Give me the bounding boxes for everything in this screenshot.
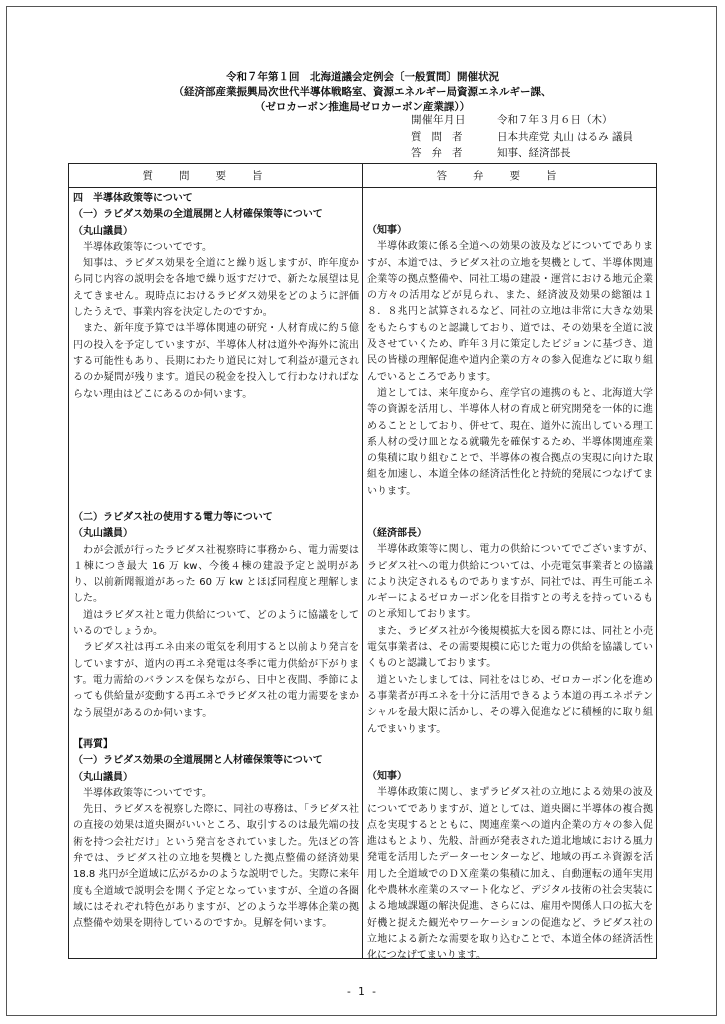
a2-paragraph: 半導体政策等に関し、電力の供給についてでございますが、ラピダス社への電力供給については、小売電気事業者との協議により決定されるものでありますが、同社では、再生可能エネルギーによるゼロカーボン化を目指すとの考えを持っているものと承知しております。 xyxy=(367,544,653,621)
r1-heading: （一）ラピダス効果の全道展開と人材確保策等について xyxy=(73,755,323,767)
meta-questioner-label: 質問者 xyxy=(411,131,473,143)
q2-heading: （二）ラピダス社の使用する電力等について xyxy=(73,512,273,523)
section-heading: 四 半導体政策等について xyxy=(73,193,193,204)
q1-paragraph: 知事は、ラピダス効果を全道にと繰り返しますが、昨年度から同じ内容の説明会を各地で繰り返すだけで、新たな展望は見えてきません。現時点におけるラピダス効果をどのように評価したうえで、事業内容を決定したのですか。 xyxy=(73,258,359,319)
document-title: 令和７年第１回 北海道議会定例会〔一般質問〕開催状況 xyxy=(226,71,499,83)
meta-respondent-value: 知事、経済部長 xyxy=(497,147,571,159)
meta-questioner-row xyxy=(411,130,633,145)
document-subtitle-2: （ゼロカーボン推進局ゼロカーボン産業課）） xyxy=(254,101,471,113)
q1-speaker: （丸山議員） xyxy=(73,225,133,237)
r1-paragraph: 先日、ラピダスを視察した際に、同社の専務は、「ラピダス社の直接の効果は道央圏がいいところ、取引するのは最先端の技術を持つ会社だけ」という発言をされていました。先ほどの答弁では、ラピダス社の立地を契機とした拠点整備の経済効果 18.8 兆円が全道域に広がるかのような説明でした。実際に来年度も全道域で説明会を開く予定となっていますが、全道の各圏域にはそれぞれ特色がありますが、どのような半導体企業の拠点整備や効果を期待しているのですか。見解を伺います。 xyxy=(73,804,359,930)
meta-date-row xyxy=(411,113,613,128)
q1-paragraph: 半導体政策等についてです。 xyxy=(83,241,212,253)
a1-paragraph: 半導体政策に係る全道への効果の波及などについてでありますが、本道では、ラピダス社の立地を契機として、半導体関連企業等の拠点整備や、同社工場の建設・運営における地元企業の方々の活用などが見られ、また、経済波及効果の総額は１８．８兆円と試算されるなど、同社の立地は非常に大きな効果をもたらすものと認識しており、道では、その効果を全道に波及させていくため、昨年３月に策定したビジョンに基づき、道民の皆様の理解促進や道内企業の方々の参入促進などに取り組んでいるところであります。 xyxy=(367,241,653,383)
a1-paragraph: 道としては、来年度から、産学官の連携のもと、北海道大学等の資源を活用し、半導体人材の育成と研究開発を一体的に進めることとしており、併せて、現在、道外に流出している理工系人材の受け皿となる就職先を確保するため、半導体関連産業の集積に取り組むことで、半導体の複合拠点の実現に向けた取組を加速し、本道全体の経済活性化と持続的発展につなげてまいります。 xyxy=(367,387,653,497)
answer-column xyxy=(363,188,657,962)
meta-respondent-label: 答弁者 xyxy=(411,147,473,159)
r1-speaker: （丸山議員） xyxy=(73,771,133,783)
q2-paragraph: わが会派が行ったラピダス社視察時に事務から、電力需要は１棟につき最大 16 万 kw、今後４棟の建設予定と説明があり、以前新聞報道があった 60 万 kw とほぼ同程度と理解しました。 xyxy=(73,544,359,605)
page-number: - 1 - xyxy=(347,986,378,998)
a2-speaker: （経済部長） xyxy=(367,528,427,539)
question-column-header: 質問要旨 xyxy=(69,164,363,188)
meta-date-value: 令和７年３月６日（木） xyxy=(497,114,613,126)
qa-table xyxy=(68,163,657,962)
q1-heading: （一）ラピダス効果の全道展開と人材確保策等について xyxy=(73,209,323,221)
q2-paragraph: 道はラピダス社と電力供給について、どのように協議をしているのでしょうか。 xyxy=(73,609,359,638)
meta-respondent-row xyxy=(411,146,571,161)
a2-paragraph: また、ラピダス社が今後規模拡大を図る際には、同社と小売電気事業者は、その需要規模に応じた電力の供給を協議していくものと認識しております。 xyxy=(367,625,653,670)
requestion-label: 【再質】 xyxy=(73,739,113,750)
a2-paragraph: 道といたしましては、同社をはじめ、ゼロカーボン化を進める事業者が再エネを十分に活用できるよう本道の再エネポテンシャルを最大限に活かし、その導入促進などに積極的に取り組んでまいります。 xyxy=(367,674,653,735)
a3-paragraph: 半導体政策に関し、まずラピダス社の立地による効果の波及についてでありますが、道としては、道央圏に半導体の複合拠点を実現するとともに、関連産業への道内企業の方々の参入促進はもとより、先般、計画が発表された道北地域における風力発電を活用したデーターセンターなど、地域の再エネ資源を活用した全道域でのＤＸ産業の集積に加え、自動運転の通年実用化や農林水産業のスマート化など、デジタル技術の社会実装による地域課題の解決促進、さらには、雇用や関係人口の拡大を好機と捉えた観光やワーケーションの促進など、ラピダス社の立地による新たな需要を取り込むことで、本道全体の経済活性化につなげてまいります。 xyxy=(367,787,653,962)
q2-paragraph: ラピダス社は再エネ由来の電気を利用すると以前より発言をしていますが、道内の再エネ発電は冬季に電力供給が下がります。電力需給のバランスを保ちながら、日中と夜間、季節によっても供給量が変動する再エネでラピダス社の電力需要をまかなう展望があるのか伺います。 xyxy=(73,642,359,719)
meta-questioner-value: 日本共産党 丸山 はるみ 議員 xyxy=(497,131,634,143)
q2-speaker: （丸山議員） xyxy=(73,528,133,540)
a3-speaker: （知事） xyxy=(367,771,407,782)
q1-paragraph: また、新年度予算では半導体関連の研究・人材育成に約５億円の投入を予定していますが、半導体人材は道外や海外に流出する可能性もあり、長期にわたり道民に対して利益が還元されるのか疑問が残ります。道民の税金を投入して行わなければならない理由はどこにあるのか伺います。 xyxy=(73,323,359,400)
a1-speaker: （知事） xyxy=(367,225,407,236)
document-subtitle-1: （経済部産業振興局次世代半導体戦略室、資源エネルギー局資源エネルギー課、 xyxy=(173,86,552,98)
meta-date-label: 開催年月日 xyxy=(411,114,466,126)
answer-column-header: 答弁要旨 xyxy=(363,164,657,188)
r1-paragraph: 半導体政策等についてです。 xyxy=(83,787,212,799)
question-column xyxy=(69,188,363,959)
